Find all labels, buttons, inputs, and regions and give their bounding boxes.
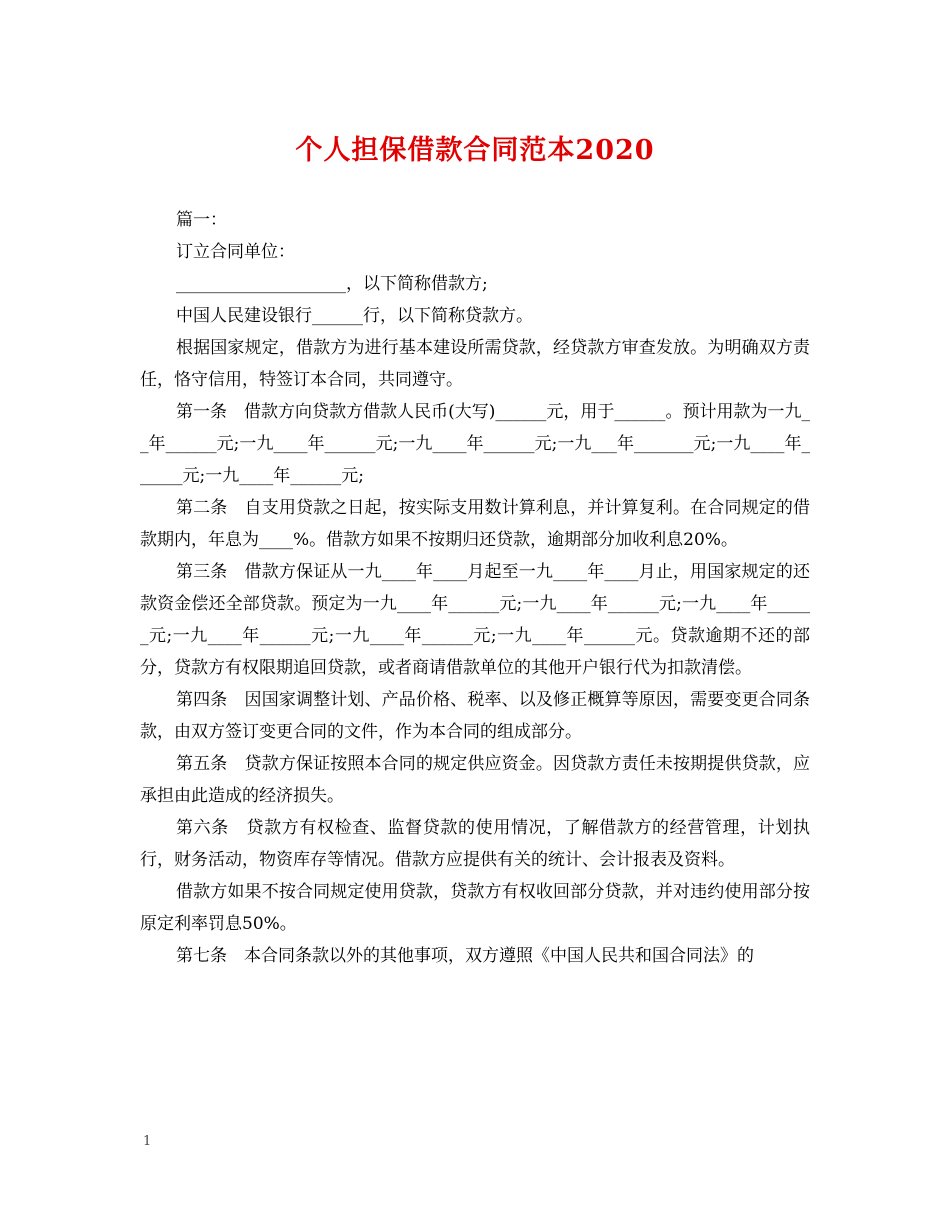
document-body [140,204,810,972]
paragraph: 第一条 借款方向贷款方借款人民币(大写)______元，用于______。预计用款为一九__年______元;一九____年______元;一九____年______元;一九___年_______元;一九____年______元;一九____年______元; [140,402,810,486]
paragraph: 订立合同单位： [176,242,295,262]
paragraph: ____________________，以下简称借款方; [176,274,488,294]
paragraph: 中国人民建设银行______行，以下简称贷款方。 [176,306,533,326]
paragraph: 篇一： [176,210,227,230]
paragraph: 第五条 贷款方保证按照本合同的规定供应资金。因贷款方责任未按期提供贷款，应承担由此造成的经济损失。 [140,754,810,806]
document-title: 个人担保借款合同范本2020 [295,135,655,166]
paragraph: 第四条 因国家调整计划、产品价格、税率、以及修正概算等原因，需要变更合同条款，由双方签订变更合同的文件，作为本合同的组成部分。 [140,690,810,742]
paragraph: 第七条 本合同条款以外的其他事项，双方遵照《中国人民共和国合同法》的 [176,946,754,966]
paragraph: 第六条 贷款方有权检查、监督贷款的使用情况，了解借款方的经营管理，计划执行，财务活动，物资库存等情况。借款方应提供有关的统计、会计报表及资料。 [140,818,810,870]
paragraph: 根据国家规定，借款方为进行基本建设所需贷款，经贷款方审查发放。为明确双方责任，恪守信用，特签订本合同，共同遵守。 [140,338,810,390]
paragraph: 借款方如果不按合同规定使用贷款，贷款方有权收回部分贷款，并对违约使用部分按原定利率罚息50%。 [140,882,810,934]
page-number: 1 [143,1134,152,1149]
paragraph: 第二条 自支用贷款之日起，按实际支用数计算利息，并计算复利。在合同规定的借款期内，年息为____%。借款方如果不按期归还贷款，逾期部分加收利息20%。 [140,498,810,550]
paragraph: 第三条 借款方保证从一九____年____月起至一九____年____月止，用国家规定的还款资金偿还全部贷款。预定为一九____年______元;一九____年______元;一九____年______元;一九____年______元;一九____年______元;一九____年______元。贷款逾期不还的部分，贷款方有权限期追回贷款，或者商请借款单位的其他开户银行代为扣款清偿。 [140,562,810,678]
